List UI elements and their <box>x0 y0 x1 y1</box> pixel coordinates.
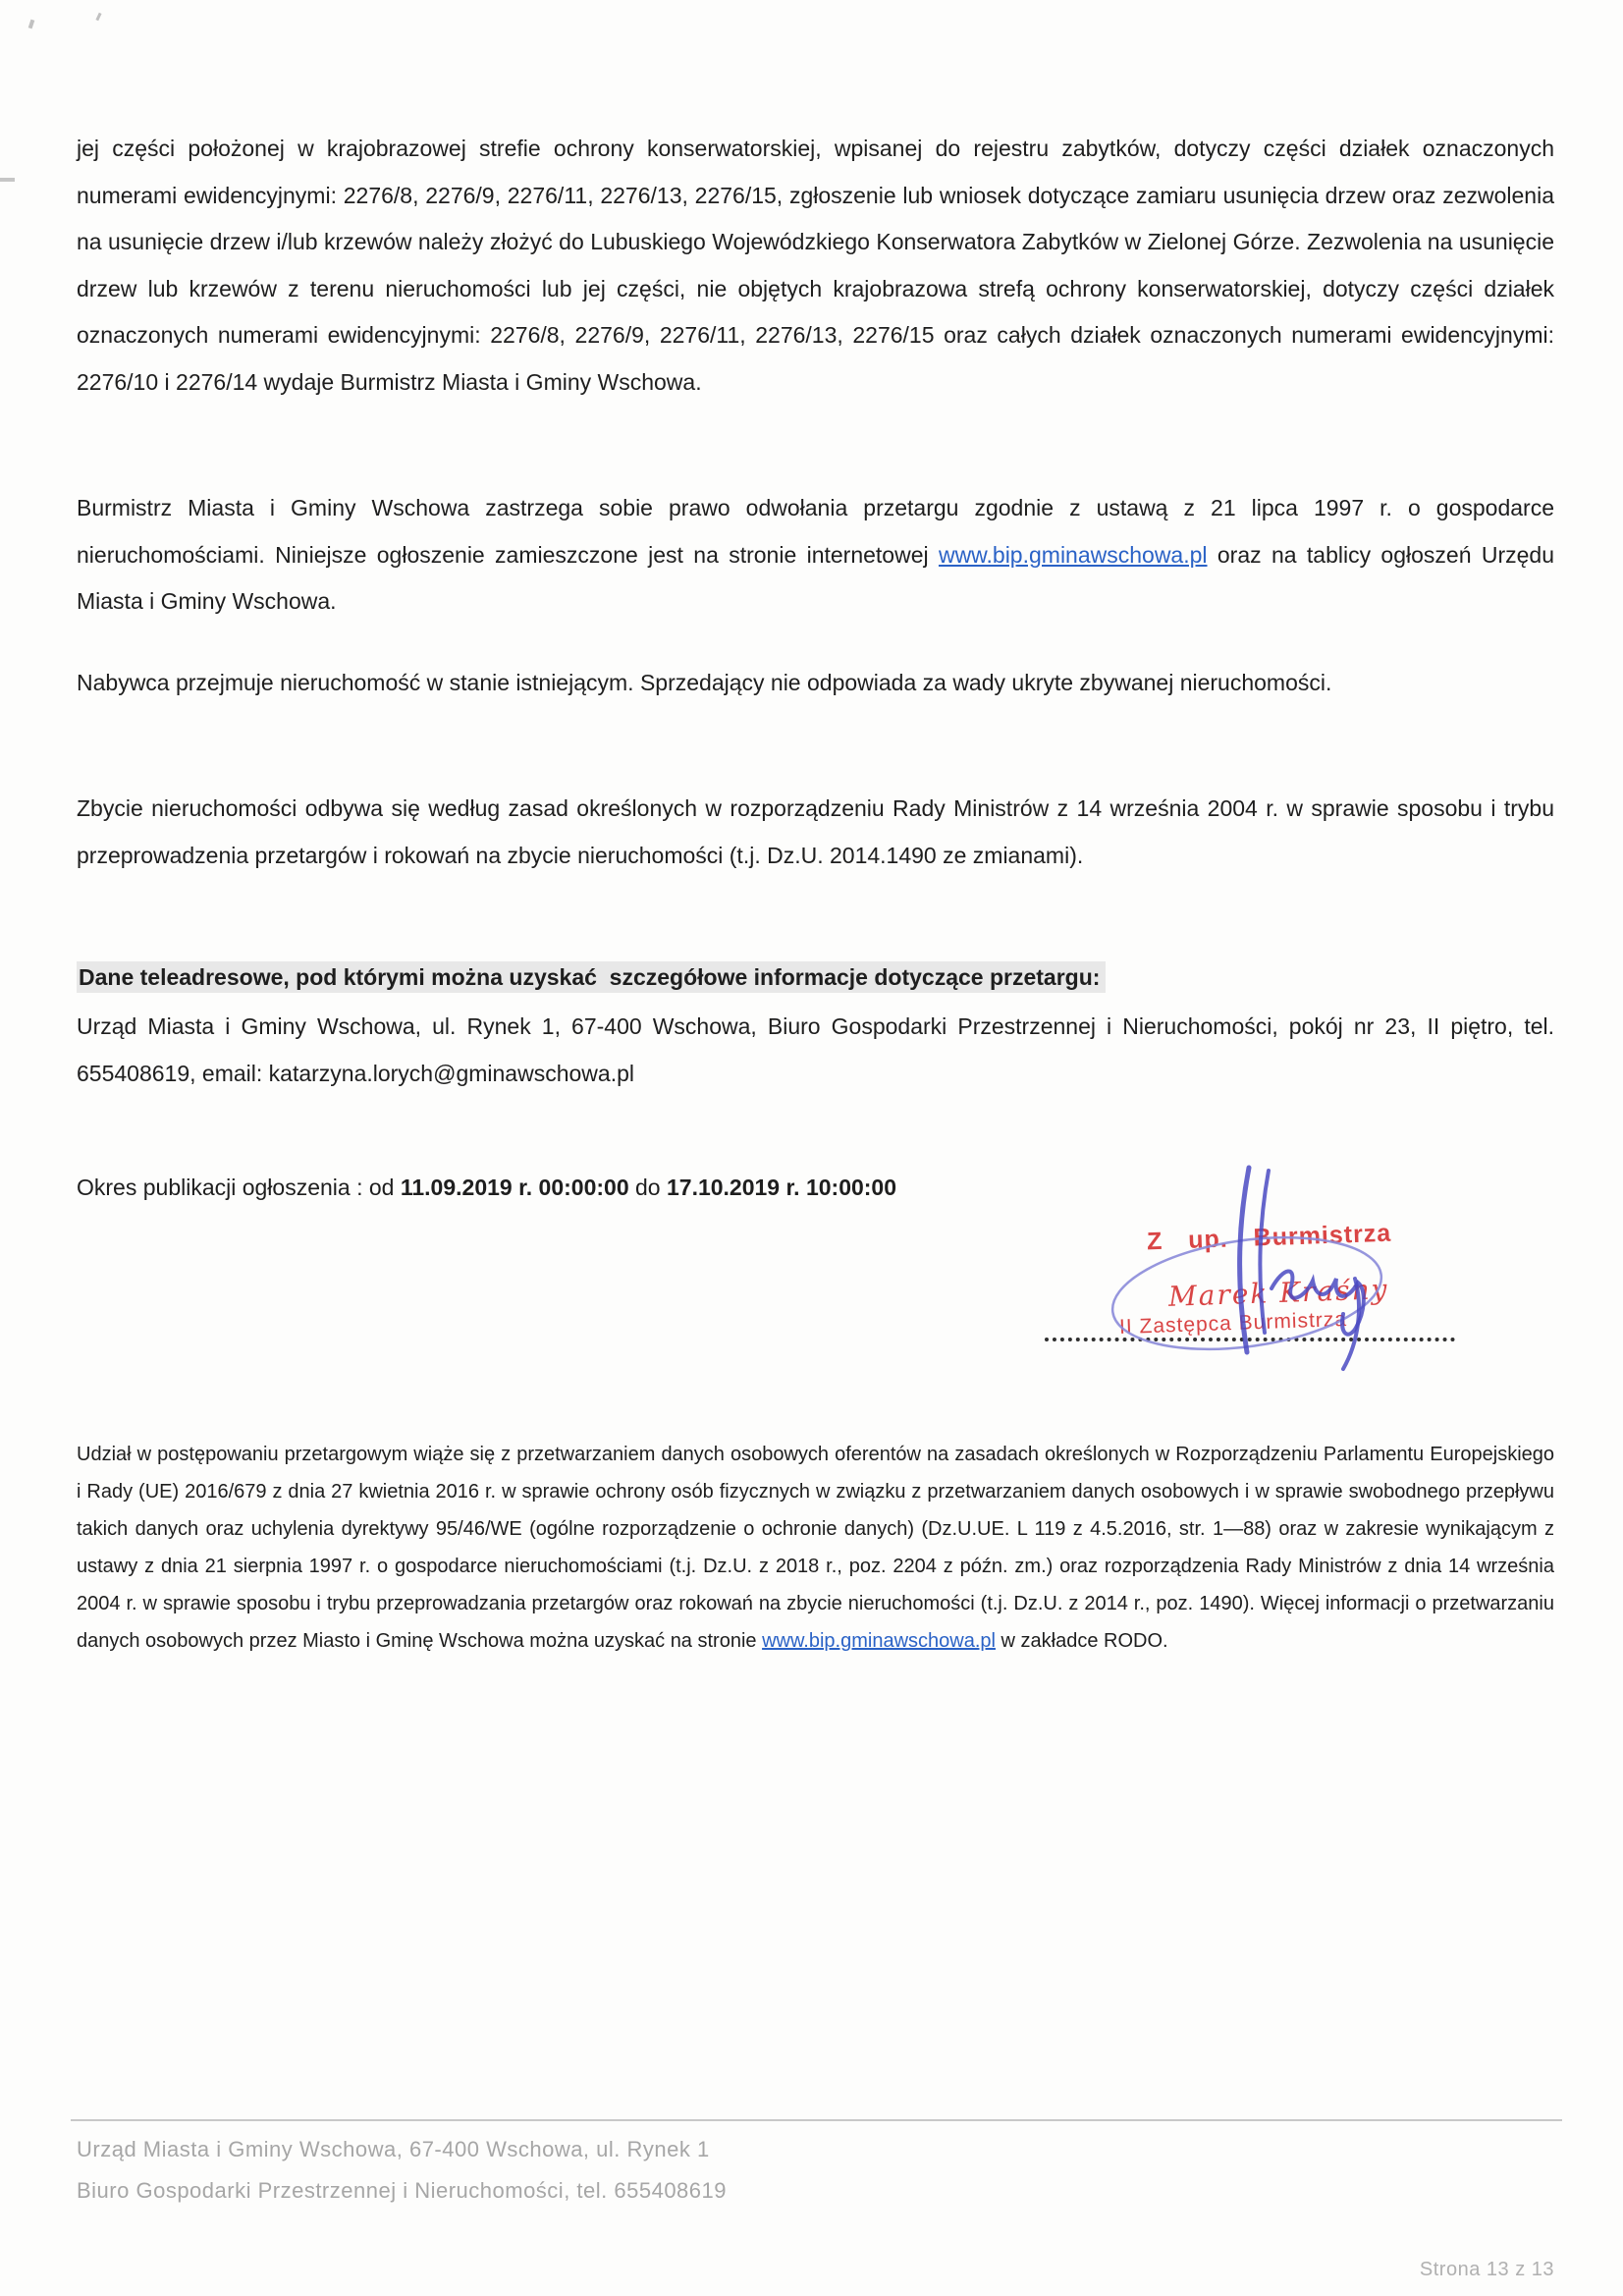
scan-artifact <box>0 178 15 182</box>
paragraph-auction-cancellation <box>77 485 1554 626</box>
publication-separator: do <box>628 1175 667 1200</box>
rodo-notice <box>77 1436 1554 1660</box>
publication-period <box>77 1165 1554 1212</box>
footer-office: Biuro Gospodarki Przestrzennej i Nieruchomości, tel. 655408619 <box>77 2178 727 2203</box>
publication-date-to: 17.10.2019 r. 10:00:00 <box>666 1175 897 1200</box>
contact-heading <box>77 957 1554 997</box>
paragraph-text: oraz na tablicy ogłoszeń Urzędu Miasta i Gminy Wschowa. <box>77 541 1554 614</box>
contact-details: Urząd Miasta i Gminy Wschowa, ul. Rynek 1, 67-400 Wschowa, Biuro Gospodarki Przestrzennej i Nieruchomości, pokój nr 23, II piętro, tel. 655408619, email: katarzyna.lorych@gminawschowa.pl <box>77 1013 1554 1086</box>
publication-prefix: Okres publikacji ogłoszenia : od <box>77 1175 401 1200</box>
rodo-bip-website-link[interactable]: www.bip.gminawschowa.pl <box>762 1630 996 1652</box>
paragraph-buyer-condition: Nabywca przejmuje nieruchomość w stanie istniejącym. Sprzedający nie odpowiada za wady ukryte zbywanej nieruchomości. <box>77 670 1332 695</box>
publication-date-from: 11.09.2019 r. 00:00:00 <box>400 1175 629 1200</box>
paragraph-conservation-zone: jej części położonej w krajobrazowej strefie ochrony konserwatorskiej, wpisanej do rejestru zabytków, dotyczy części działek oznaczonych numerami ewidencyjnymi: 2276/8, 2276/9, 2276/11, 2276/13, 2276/15, zgłoszenie lub wniosek dotyczące zamiaru usunięcia drzew oraz zezwolenia na usunięcie drzew i/lub krzewów należy złożyć do Lubuskiego Wojewódzkiego Konserwatora Zabytków w Zielonej Górze. Zezwolenia na usunięcie drzew lub krzewów z terenu nieruchomości lub jej części, nie objętych krajobrazowa strefą ochrony konserwatorskiej, dotyczy części działek oznaczonych numerami ewidencyjnymi: 2276/8, 2276/9, 2276/11, 2276/13, 2276/15 oraz całych działek oznaczonych numerami ewidencyjnymi: 2276/10 i 2276/14 wydaje Burmistrz Miasta i Gminy Wschowa. <box>77 136 1554 395</box>
scan-artifact <box>28 20 35 29</box>
paragraph-sale-rules: Zbycie nieruchomości odbywa się według zasad określonych w rozporządzeniu Rady Ministrów z 14 września 2004 r. w sprawie sposobu i trybu przeprowadzenia przetargów i rokowań na zbycie nieruchomości (t.j. Dz.U. 2014.1490 ze zmianami). <box>77 795 1554 868</box>
scan-artifact <box>95 13 101 22</box>
page-number: Strona 13 z 13 <box>1419 2259 1554 2280</box>
footer-separator-line <box>71 2119 1562 2121</box>
paragraph-text: Burmistrz Miasta i Gminy Wschowa zastrzega sobie prawo odwołania przetargu zgodnie z ustawą z 21 lipca 1997 r. o gospodarce nieruchomościami. Niniejsze ogłoszenie zamieszczone jest na stronie internetowej <box>77 495 1554 568</box>
bip-website-link[interactable]: www.bip.gminawschowa.pl <box>938 541 1208 568</box>
contact-heading-highlight: Dane teleadresowe, pod którymi można uzyskać szczegółowe informacje dotyczące przetargu: <box>77 961 1106 993</box>
stamp-authority-line: Z up. Burmistrza <box>1146 1219 1392 1256</box>
rodo-text: Udział w postępowaniu przetargowym wiąże się z przetwarzaniem danych osobowych oferentów na zasadach określonych w Rozporządzeniu Parlamentu Europejskiego i Rady (UE) 2016/679 z dnia 27 kwietnia 2016 r. w sprawie ochrony osób fizycznych w związku z przetwarzaniem danych osobowych i w sprawie swobodnego przepływu takich danych oraz uchylenia dyrektywy 95/46/WE (ogólne rozporządzenie o ochronie danych) (Dz.U.UE. L 119 z 4.5.2016, str. 1—88) oraz w zakresie wynikającym z ustawy z dnia 21 sierpnia 1997 r. o gospodarce nieruchomościami (t.j. Dz.U. z 2018 r., poz. 2204 z późn. zm.) oraz rozporządzenia Rady Ministrów z dnia 14 września 2004 r. w sprawie sposobu i trybu przeprowadzania przetargów oraz rokowań na zbycie nieruchomości (t.j. Dz.U. z 2014 r., poz. 1490). Więcej informacji o przetwarzaniu danych osobowych przez Miasto i Gminę Wschowa można uzyskać na stronie <box>77 1444 1554 1652</box>
stamp-signer-title: II Zastępca Burmistrza <box>1118 1307 1348 1339</box>
stamp-signer-name: Marek Kraśny <box>1167 1273 1389 1313</box>
signature-dotted-line <box>1045 1338 1455 1341</box>
rodo-text: w zakładce RODO. <box>995 1630 1168 1652</box>
footer-address: Urząd Miasta i Gminy Wschowa, 67-400 Wschowa, ul. Rynek 1 <box>77 2137 710 2161</box>
